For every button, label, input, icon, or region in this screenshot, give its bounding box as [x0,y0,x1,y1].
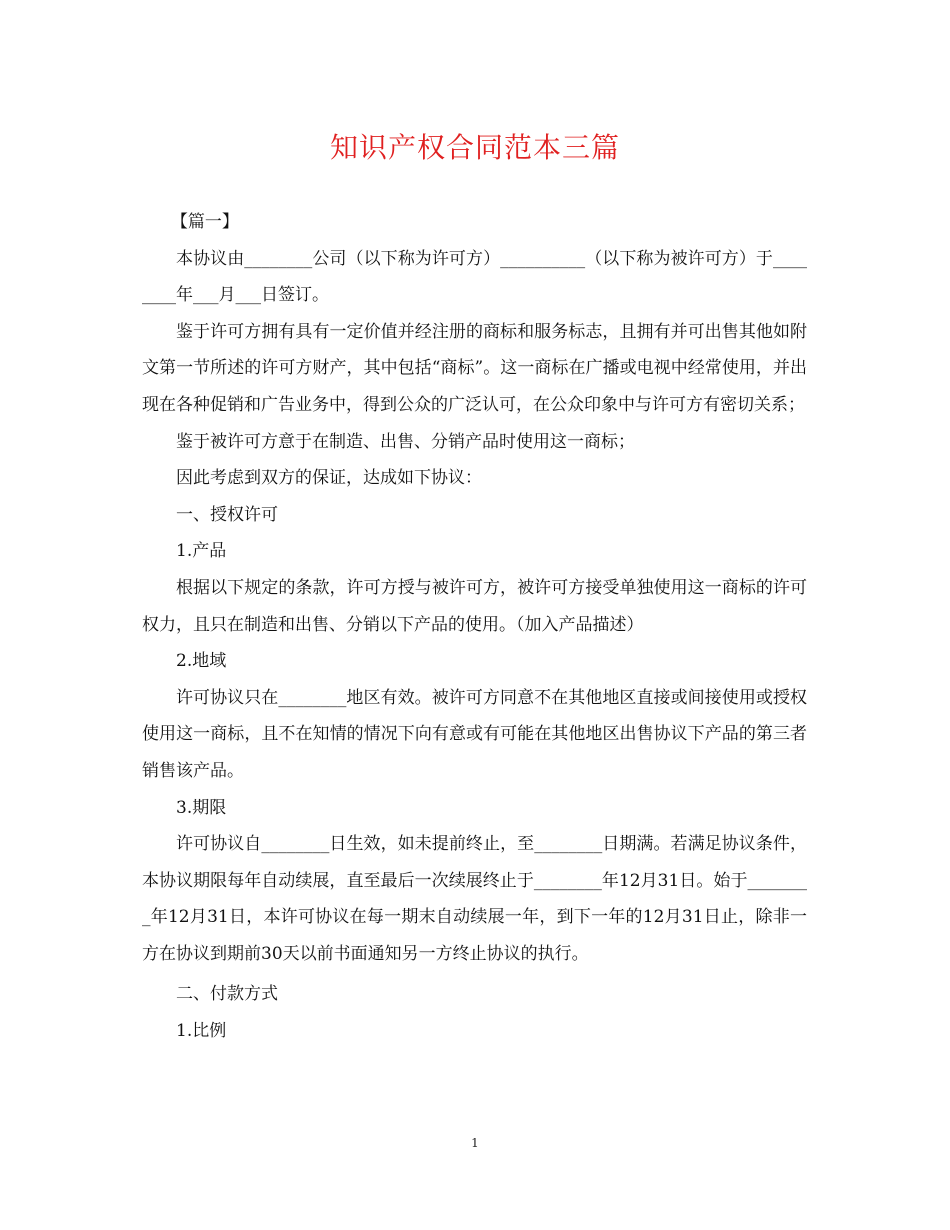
subclause-heading: 1.比例 [176,1021,227,1042]
document-title: 知识产权合同范本三篇 [329,131,620,164]
page-number: 1 [471,1136,479,1150]
body-paragraph: 本协议由________公司（以下称为许可方）__________（以下称为被许可方）于________年___月___日签订。 [142,248,807,306]
clause-heading: 二、付款方式 [176,984,278,1005]
body-paragraph: 根据以下规定的条款，许可方授与被许可方，被许可方接受单独使用这一商标的许可权力，且只在制造和出售、分销以下产品的使用。（加入产品描述） [142,577,807,635]
section-heading: 【篇一】 [170,212,239,232]
document-body [142,204,807,1050]
body-paragraph: 许可协议只在________地区有效。被许可方同意不在其他地区直接或间接使用或授权使用这一商标，且不在知情的情况下向有意或有可能在其他地区出售协议下产品的第三者销售该产品。 [142,687,807,781]
body-paragraph: 许可协议自________日生效，如未提前终止，至________日期满。若满足协议条件，本协议期限每年自动续展，直至最后一次续展终止于________年12月31日。始于________年12月31日，本许可协议在每一期末自动续展一年，到下一年的12月31日止，除非一方在协议到期前30天以前书面通知另一方终止协议的执行。 [142,834,807,964]
body-paragraph: 鉴于被许可方意于在制造、出售、分销产品时使用这一商标； [176,431,635,452]
subclause-heading: 3.期限 [176,797,227,818]
subclause-heading: 2.地域 [176,651,227,672]
subclause-heading: 1.产品 [176,541,227,562]
body-paragraph: 鉴于许可方拥有具有一定价值并经注册的商标和服务标志，且拥有并可出售其他如附文第一节所述的许可方财产，其中包括“商标”。这一商标在广播或电视中经常使用，并出现在各种促销和广告业务中，得到公众的广泛认可，在公众印象中与许可方有密切关系； [142,321,807,415]
clause-heading: 一、授权许可 [176,504,278,525]
body-paragraph: 因此考虑到双方的保证，达成如下协议： [176,468,482,489]
